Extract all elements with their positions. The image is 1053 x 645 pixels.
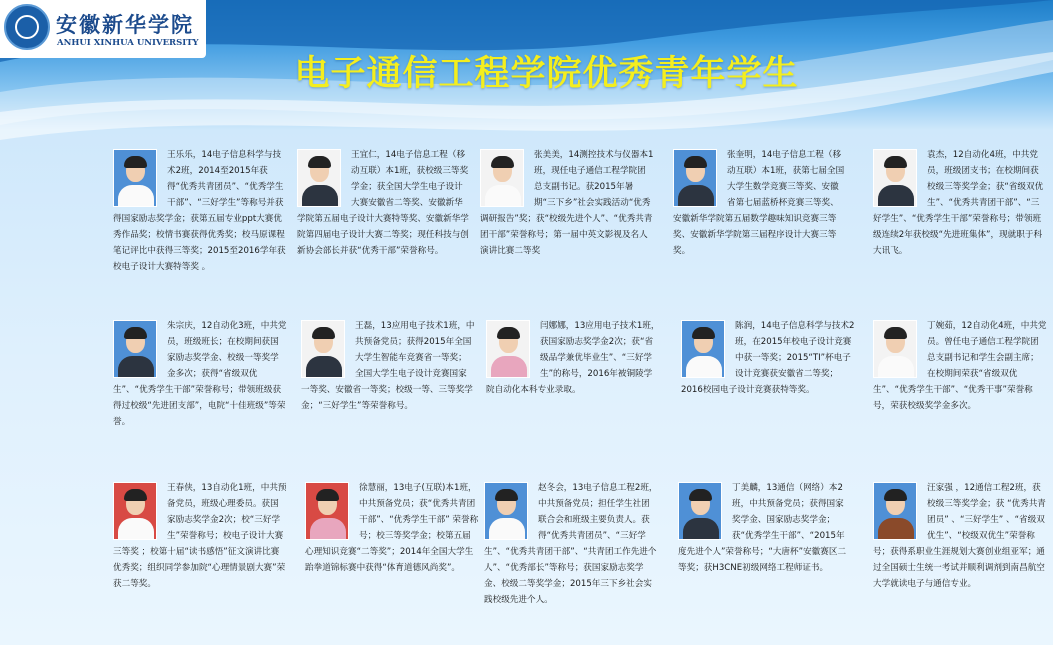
student-card <box>873 318 1047 478</box>
student-card <box>486 318 660 478</box>
student-card <box>681 318 855 478</box>
student-card <box>873 147 1047 307</box>
student-description: 王宜仁，14电子信息工程（移动互联）本1班，获校级三等奖学金；获全国大学生电子设计大赛安徽省二等奖、安徽新华学院第五届电子设计大赛特等奖、安徽新华学院第四届电子设计大赛二等奖；现任科技与创新协会部长并获“优秀干部”荣誉称号。 <box>297 150 469 256</box>
student-description: 闫娜娜，13应用电子技术1班，获国家励志奖学金2次；获“省级品学兼优毕业生”、“三好学生”的称号，2016年被铜陵学院自动化本科专业录取。 <box>486 321 660 395</box>
student-description: 王春侠，13自动化1班，中共预备党员，班级心理委员。获国家励志奖学金2次；校“三好学生”荣誉称号；校电子设计大赛三等奖 ；校第十届“读书感悟”征文演讲比赛优秀奖；组织同学参加院“心理情景剧大赛”荣获二等奖。 <box>113 483 287 589</box>
student-card <box>113 318 287 478</box>
student-description: 汪家强 ，12通信工程2班，获校级三等奖学金；获 “优秀共青团员” 、“三好学生” 、“省级双优生”、“校级双优生”荣誉称号；获得系职业生涯规划大赛创业组亚军；通过全国硕士生统一考试并顺利调剂到南昌航空大学就读电子与通信专业。 <box>873 483 1046 589</box>
student-description: 赵冬会，13电子信息工程2班，中共预备党员；担任学生社团联合会和班级主要负责人。获得“优秀共青团员”、“三好学生”、“优秀共青团干部”、“共青团工作先进个人”、“优秀部长”等称号；获国家励志奖学金、校级二等奖学金；2015年三下乡社会实践校级先进个人。 <box>484 483 658 605</box>
student-card <box>484 480 658 640</box>
student-card <box>480 147 654 307</box>
student-description: 王磊，13应用电子技术1班，中共预备党员；获得2015年全国大学生智能车竞赛省一等奖；全国大学生电子设计竞赛国家一等奖、安徽省一等奖；校级一等、三等奖学金；“三好学生”等荣誉称号。 <box>301 321 475 411</box>
student-description: 袁杰，12自动化4班，中共党员，班级团支书；在校期间获校级三等奖学金；获“省级双优生”、“优秀共青团干部”、“三好学生”、“优秀学生干部”荣誉称号；带领班级连续2年获校级“先进班集体”，现就职于科大讯飞。 <box>873 150 1044 256</box>
university-seal-icon <box>4 4 50 50</box>
student-card <box>305 480 479 640</box>
logo-english-name: ANHUI XINHUA UNIVERSITY <box>57 38 199 48</box>
student-card <box>301 318 475 478</box>
page-title: 电子通信工程学院优秀青年学生 <box>294 54 799 94</box>
student-description: 张奎明，14电子信息工程（移动互联）本1班，获第七届全国大学生数学竞赛三等奖、安徽省第七届蓝桥杯竞赛三等奖、安徽新华学院第五届数学趣味知识竞赛三等奖、安徽新华学院第三届程序设计大赛三等奖。 <box>673 150 845 256</box>
logo-chinese-name: 安徽新华学院 <box>56 12 194 37</box>
student-card <box>873 480 1047 640</box>
student-card <box>678 480 852 640</box>
student-description: 王乐乐，14电子信息科学与技术2班，2014至2015年获得“优秀共青团员”、“优秀学生干部”、“三好学生”等称号并获得国家励志奖学金；获第五届专业ppt大赛优秀作品奖；校情书赛获得优秀奖；校马原课程笔记评比中获得三等奖；2015至2016学年获校电子设计大赛特等奖 。 <box>113 150 286 272</box>
student-card <box>297 147 471 307</box>
student-description: 徐慧丽，13电子(互联)本1班，中共预备党员；获“优秀共青团干部”、“优秀学生干部” 荣誉称号；校三等奖学金；校第五届心理知识竞赛“二等奖”；2014年全国大学生跆拳道锦标赛中获得“体育道德风尚奖”。 <box>305 483 479 573</box>
student-description: 陈润，14电子信息科学与技术2班，在2015年校电子设计竞赛中获一等奖；2015“TI”杯电子设计竞赛获安徽省二等奖；2016校园电子设计竞赛获特等奖。 <box>681 321 855 395</box>
student-description: 丁美麟，13通信（网络）本2班，中共预备党员；获得国家奖学金、国家励志奖学金；获“优秀学生干部”、“2015年度先进个人”荣誉称号；“大唐杯”安徽赛区二等奖；获H3CNE初级网络工程师证书。 <box>678 483 847 573</box>
student-card <box>113 480 287 640</box>
student-card <box>673 147 847 307</box>
student-description: 丁婉茹，12自动化4班，中共党员。曾任电子通信工程学院团总支副书记和学生会副主席；在校期间荣获“省级双优生”、“优秀学生干部”、“优秀干事”荣誉称号，荣获校级奖学金多次。 <box>873 321 1047 411</box>
student-description: 张美美，14测控技术与仪器本1班，现任电子通信工程学院团总支副书记。获2015年暑期“三下乡”社会实践活动“优秀调研报告”奖；获“校级先进个人”、“优秀共青团干部”荣誉称号；第一届中英文影视及名人演讲比赛二等奖 <box>480 150 654 256</box>
student-description: 朱宗庆，12自动化3班，中共党员，班级班长；在校期间获国家励志奖学金、校级一等奖学金多次；获得“省级双优生”、“优秀学生干部”荣誉称号；带领班级获得过校级“先进团支部”，电院“十佳班级”等荣誉。 <box>113 321 287 427</box>
student-card <box>113 147 287 307</box>
